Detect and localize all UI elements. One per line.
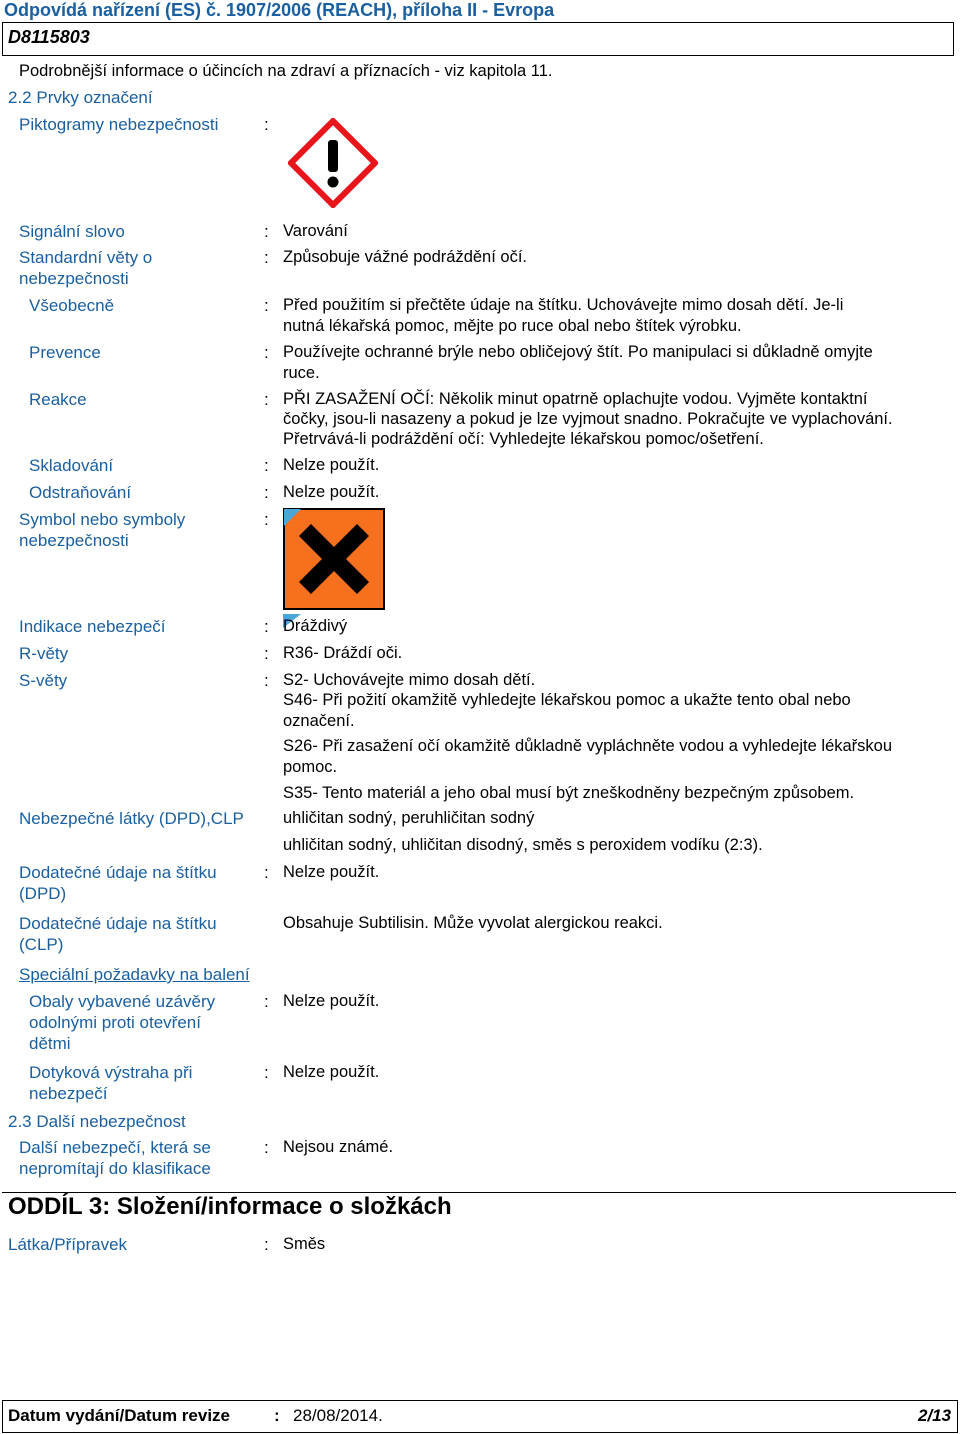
storage-value: Nelze použít. (283, 456, 380, 474)
colon: : (264, 456, 269, 475)
extra-dpd-label-2: (DPD) (19, 884, 67, 903)
child-resistant-label: Obaly vybavené uzávěry (29, 992, 216, 1011)
section-2-3-title: 2.3 Další nebezpečnost (8, 1112, 186, 1131)
child-resistant-label-3: dětmi (29, 1034, 71, 1053)
s46-phrase-1: S46- Při požití okamžitě vyhledejte lékařskou pomoc a ukažte tento obal nebo (283, 691, 851, 709)
extra-dpd-value: Nelze použít. (283, 863, 380, 881)
colon: : (264, 390, 269, 409)
footer-date-label: Datum vydání/Datum revize (8, 1406, 231, 1425)
s2-phrase: S2- Uchovávejte mimo dosah dětí. (283, 671, 536, 689)
footer-page: 2/13 (918, 1406, 952, 1425)
tactile-warning-label: Dotyková výstraha při (29, 1063, 193, 1082)
dangerous-substances-label: Nebezpečné látky (DPD),CLP (19, 809, 244, 828)
indication-value: Dráždivý (283, 617, 348, 635)
substance-value: Směs (283, 1235, 326, 1253)
general-line-1: Před použitím si přečtěte údaje na štítku. Uchovávejte mimo dosah dětí. Je-li (283, 296, 844, 314)
other-hazards-label: Další nebezpečí, která se (19, 1138, 211, 1157)
hazard-statement: Způsobuje vážné podráždění očí. (283, 248, 527, 266)
symbols-label: Symbol nebo symboly (19, 510, 186, 529)
regulation-header: Odpovídá nařízení (ES) č. 1907/2006 (REACH), příloha II - Evropa (4, 0, 555, 20)
doc-id-box (2, 22, 954, 56)
colon: : (264, 343, 269, 362)
response-label: Reakce (29, 390, 87, 409)
prevention-label: Prevence (29, 343, 101, 362)
signal-word-label: Signální slovo (19, 222, 125, 241)
hazard-statements-label: Standardní věty o (19, 248, 153, 267)
colon: : (264, 992, 269, 1011)
colon: : (264, 671, 269, 690)
footer-date: 28/08/2014. (293, 1406, 383, 1425)
response-line-3: Přetrvává-li podráždění očí: Vyhledejte lékařskou pomoc/ošetření. (283, 430, 764, 448)
s26-phrase-2: pomoc. (283, 758, 338, 776)
tactile-warning-value: Nelze použít. (283, 1063, 380, 1081)
dangerous-substances-1: uhličitan sodný, peruhličitan sodný (283, 809, 535, 827)
packaging-label: Speciální požadavky na balení (19, 965, 250, 984)
colon: : (264, 115, 269, 134)
tactile-warning-label-2: nebezpečí (29, 1084, 108, 1103)
symbols-label-2: nebezpečnosti (19, 531, 129, 550)
substance-label: Látka/Přípravek (8, 1235, 128, 1254)
s-phrases-label: S-věty (19, 671, 68, 690)
child-resistant-value: Nelze použít. (283, 992, 380, 1010)
s35-phrase: S35- Tento materiál a jeho obal musí být zneškodněny bezpečným způsobem. (283, 784, 855, 802)
s46-phrase-2: označení. (283, 712, 355, 730)
colon: : (264, 510, 269, 529)
child-resistant-label-2: odolnými proti otevření (29, 1013, 201, 1032)
extra-clp-label-2: (CLP) (19, 935, 64, 954)
hazard-statements-label-2: nebezpečnosti (19, 269, 129, 288)
colon: : (264, 483, 269, 502)
colon: : (264, 1063, 269, 1082)
prevention-line-2: ruce. (283, 364, 320, 382)
pictograms-label: Piktogramy nebezpečnosti (19, 115, 219, 134)
colon: : (264, 1138, 269, 1157)
general-label: Všeobecně (29, 296, 115, 315)
disposal-label: Odstraňování (29, 483, 132, 502)
s26-phrase-1: S26- Při zasažení očí okamžitě důkladně vypláchněte vodou a vyhledejte lékařskou (283, 737, 893, 755)
disposal-value: Nelze použít. (283, 483, 380, 501)
signal-word: Varování (283, 222, 348, 240)
r-phrase: R36- Dráždí oči. (283, 644, 403, 662)
storage-label: Skladování (29, 456, 114, 475)
colon: : (274, 1406, 280, 1425)
section-2-2-title: 2.2 Prvky označení (8, 88, 153, 107)
ghs-exclamation-icon (288, 118, 378, 208)
other-hazards-value: Nejsou známé. (283, 1138, 394, 1156)
r-phrases-label: R-věty (19, 644, 69, 663)
colon: : (264, 644, 269, 663)
colon: : (264, 863, 269, 882)
indication-label: Indikace nebezpečí (19, 617, 166, 636)
general-line-2: nutná lékařská pomoc, mějte po ruce obal nebo štítek výrobku. (283, 317, 742, 335)
colon: : (264, 248, 269, 267)
intro-note: Podrobnější informace o účincích na zdraví a příznacích - viz kapitola 11. (19, 62, 553, 80)
colon: : (264, 617, 269, 636)
doc-id: D8115803 (8, 27, 90, 47)
colon: : (264, 296, 269, 315)
response-line-1: PŘI ZASAŽENÍ OČÍ: Několik minut opatrně oplachujte vodou. Vyjměte kontaktní (283, 390, 868, 408)
section-3-title: ODDÍL 3: Složení/informace o složkách (8, 1193, 452, 1220)
extra-clp-label: Dodatečné údaje na štítku (19, 914, 217, 933)
dangerous-substances-2: uhličitan sodný, uhličitan disodný, směs s peroxidem vodíku (2:3). (283, 836, 763, 854)
extra-dpd-label: Dodatečné údaje na štítku (19, 863, 217, 882)
colon: : (264, 1235, 269, 1254)
colon: : (264, 222, 269, 241)
response-line-2: čočky, jsou-li nasazeny a pokud je lze vyjmout snadno. Pokračujte ve vyplachování. (283, 410, 893, 428)
other-hazards-label-2: nepromítají do klasifikace (19, 1159, 211, 1178)
prevention-line-1: Používejte ochranné brýle nebo obličejový štít. Po manipulaci si důkladně omyjte (283, 343, 873, 361)
extra-clp-value: Obsahuje Subtilisin. Může vyvolat alergickou reakci. (283, 914, 663, 932)
xi-irritant-icon (283, 508, 385, 610)
